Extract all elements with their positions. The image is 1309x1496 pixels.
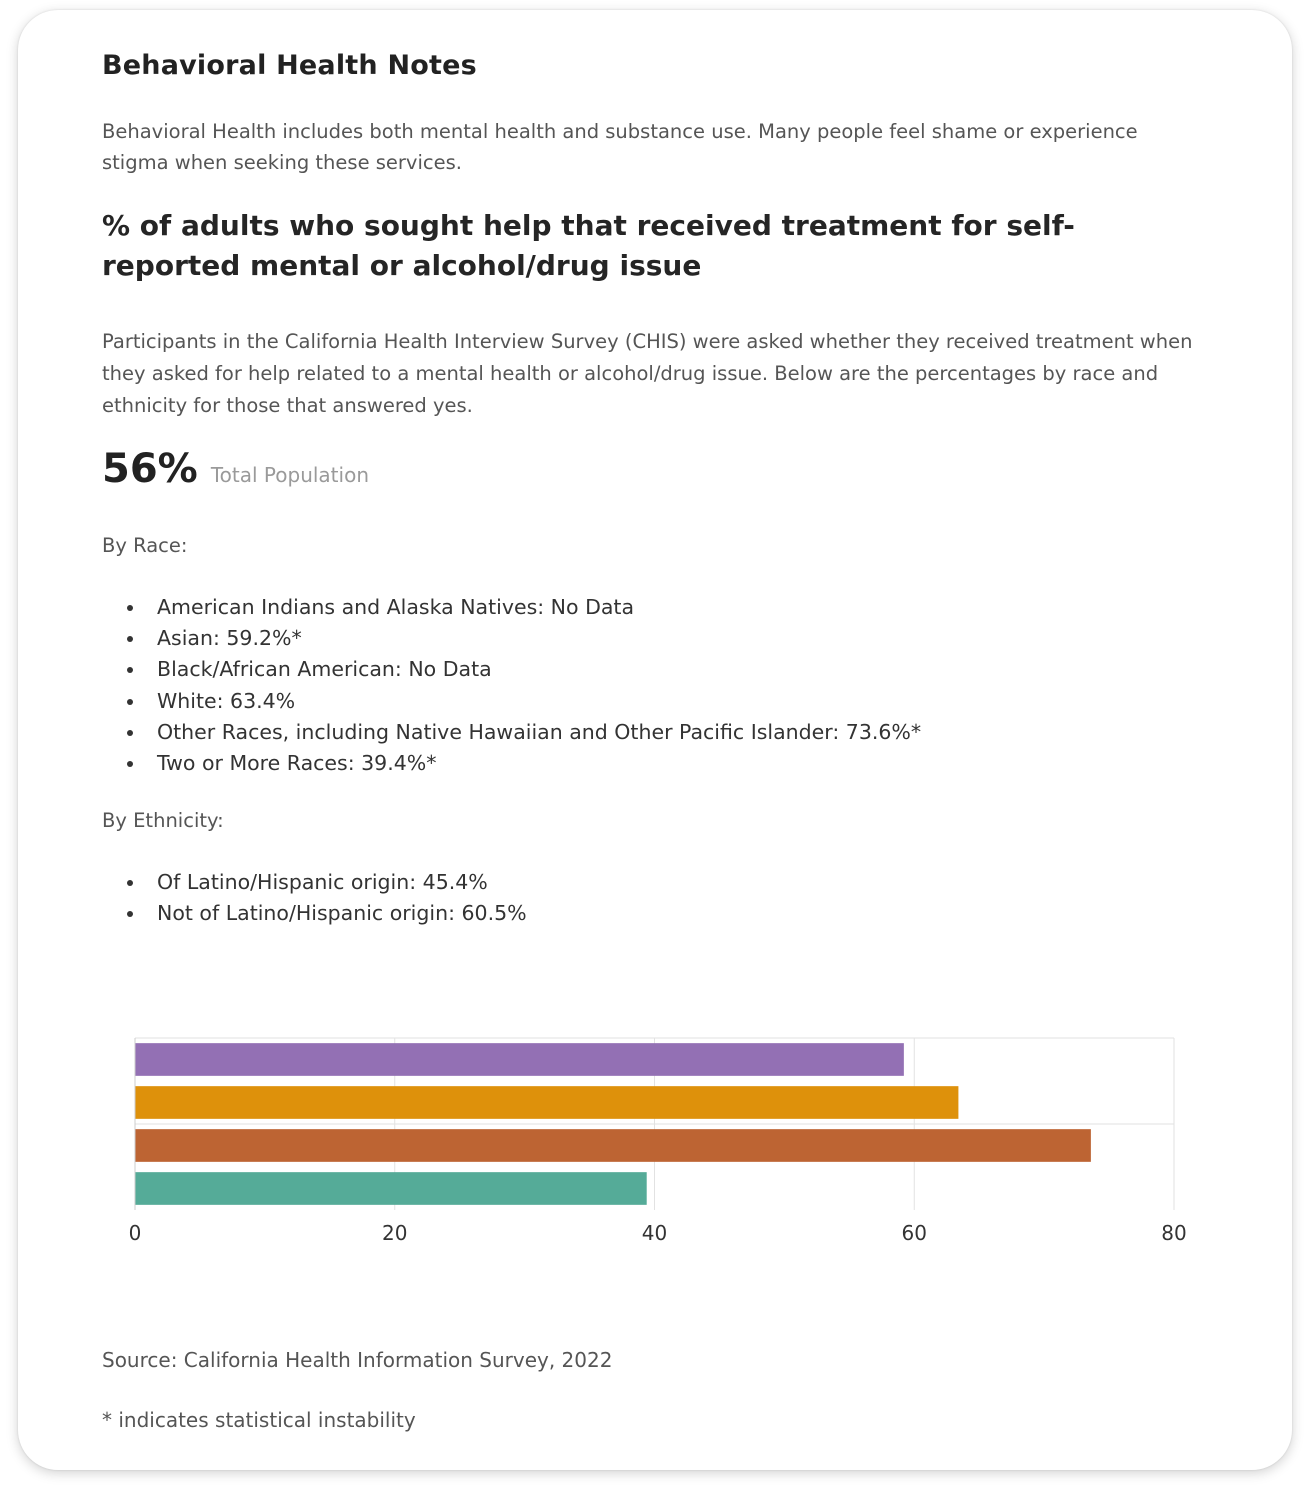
x-tick-label: 40 xyxy=(641,1221,668,1245)
list-item: Two or More Races: 39.4%* xyxy=(102,748,921,779)
x-tick-label: 20 xyxy=(382,1221,408,1245)
card-title: Behavioral Health Notes xyxy=(102,50,477,81)
bar xyxy=(135,1129,1091,1162)
list-item: Other Races, including Native Hawaiian and Other Pacific Islander: 73.6%* xyxy=(102,717,921,748)
description-text: Participants in the California Health Interview Survey (CHIS) were asked whether they received treatment when they asked for help related to a mental health or alcohol/drug issue. Below are the percentages by race and ethnicity for those that answered yes. xyxy=(102,330,1193,417)
ethnicity-list xyxy=(102,867,527,929)
by-race-label: By Race: xyxy=(102,534,188,557)
bar-chart-svg xyxy=(100,1020,1210,1260)
chart-title: % of adults who sought help that received treatment for self-reported mental or alcohol/drug issue xyxy=(102,209,1075,282)
race-list xyxy=(102,592,921,779)
bar xyxy=(135,1086,958,1119)
list-item: Not of Latino/Hispanic origin: 60.5% xyxy=(102,898,527,929)
list-item: White: 63.4% xyxy=(102,686,921,717)
by-ethnicity-label: By Ethnicity: xyxy=(102,809,224,832)
footnote: * indicates statistical instability xyxy=(102,1408,416,1432)
total-population-stat xyxy=(102,446,369,492)
stat-value: 56% xyxy=(102,446,198,492)
list-item: American Indians and Alaska Natives: No Data xyxy=(102,592,921,623)
list-item: Black/African American: No Data xyxy=(102,654,921,685)
bar xyxy=(135,1172,647,1205)
x-tick-label: 0 xyxy=(128,1221,142,1245)
source-note: Source: California Health Information Survey, 2022 xyxy=(102,1348,613,1372)
bar-chart xyxy=(100,1020,1210,1260)
x-tick-label: 80 xyxy=(1161,1221,1187,1245)
x-tick-label: 60 xyxy=(901,1221,927,1245)
intro-text: Behavioral Health includes both mental health and substance use. Many people feel shame or experience stigma when seeking these services. xyxy=(102,120,1138,174)
list-item: Asian: 59.2%* xyxy=(102,623,921,654)
stat-label: Total Population xyxy=(210,463,369,487)
list-item: Of Latino/Hispanic origin: 45.4% xyxy=(102,867,527,898)
bar xyxy=(135,1043,904,1076)
